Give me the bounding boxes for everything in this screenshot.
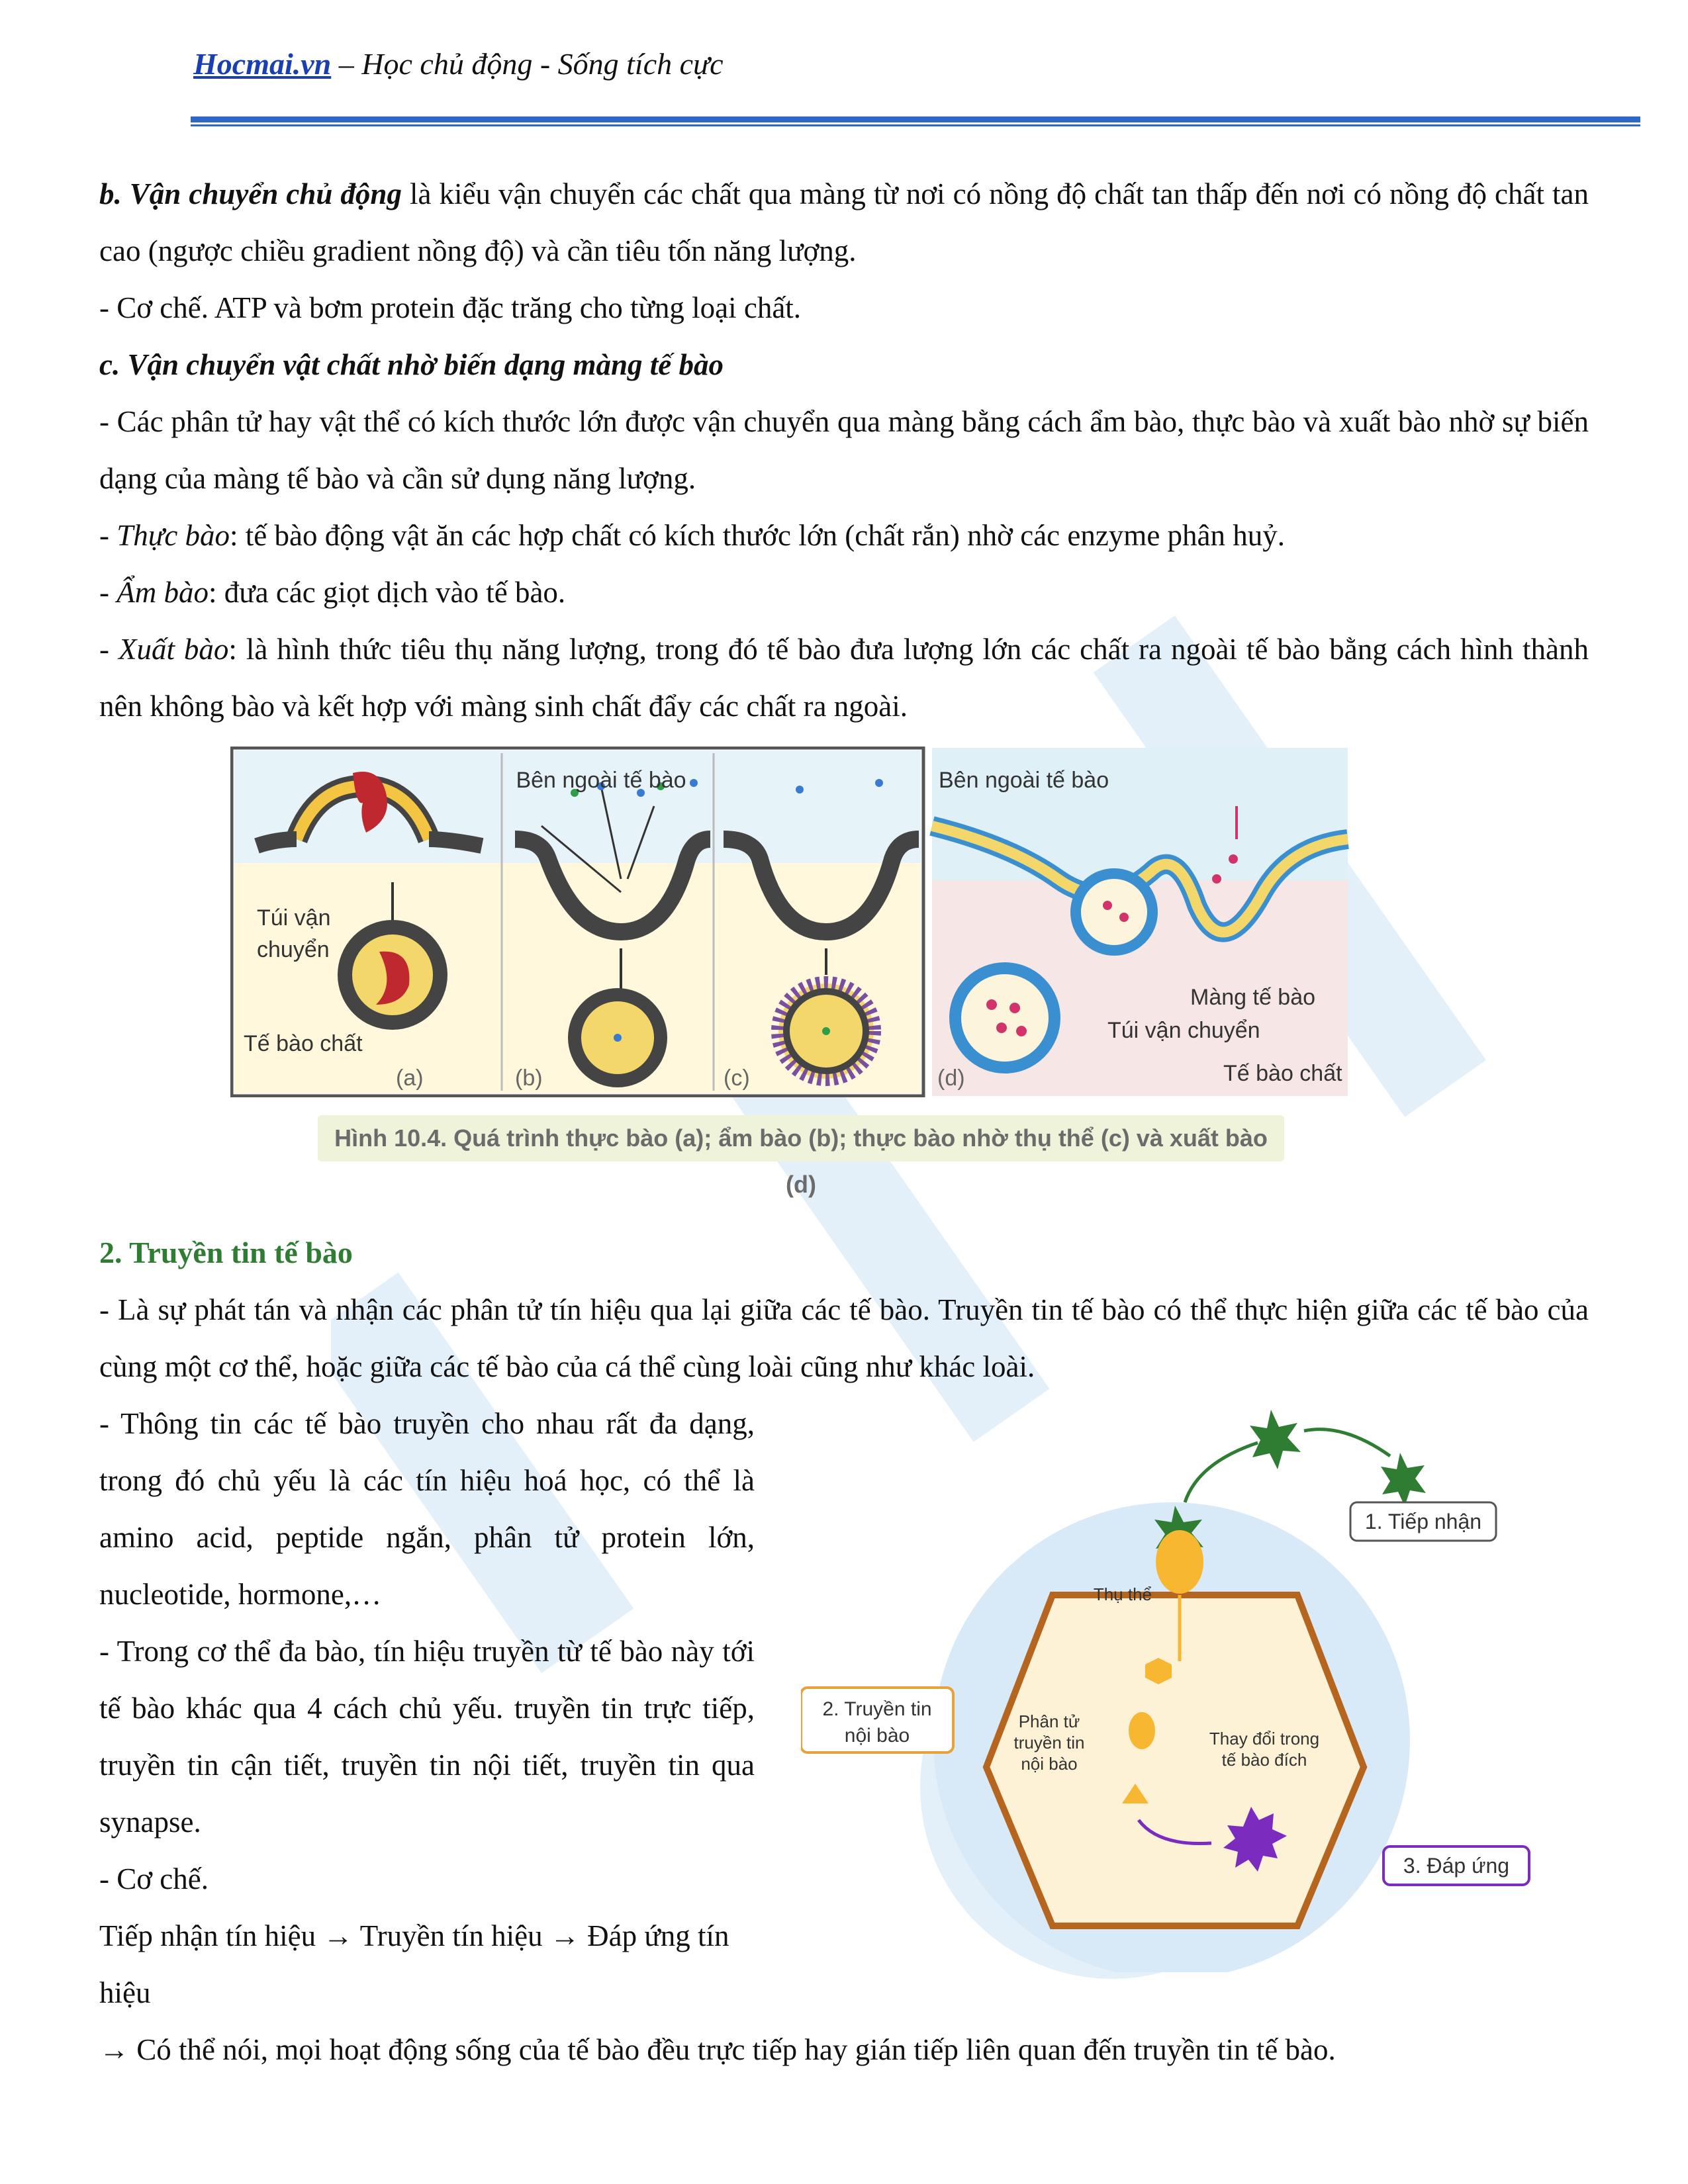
label-outside-d: Bên ngoài tế bào — [939, 768, 1109, 793]
ligand-star — [1381, 1453, 1426, 1506]
active-transport-definition: là kiểu vận chuyển các chất qua màng từ nơi có nồng độ chất tan thấp đến nơi có nồng độ chất tan cao (ngược chiều gradient nồng độ) và cần tiêu tốn năng lượng. — [99, 177, 1589, 267]
exocytosis-def: : là hình thức tiêu thụ năng lượng, trong đó tế bào đưa lượng lớn các chất ra ngoài tế bào bằng cách hình thành nên không bào và kết hợp với màng sinh chất đẩy các chất ra ngoài. — [99, 633, 1589, 723]
vesicle-d-fusing — [1076, 874, 1152, 950]
membrane-transport-heading: c. Vận chuyển vật chất nhờ biến dạng màng tế bào — [99, 348, 724, 381]
arrow-ligand — [1304, 1430, 1390, 1456]
relay-label-1: Phân tử — [1018, 1711, 1080, 1731]
phagocytosis-def: : tế bào động vật ăn các hợp chất có kích thước lớn (chất rắn) nhờ các enzyme phân huỷ. — [230, 519, 1286, 552]
label-tui-2: chuyển — [257, 937, 330, 962]
receptor-label: Thụ thể — [1093, 1584, 1152, 1604]
arrow-ligand — [1185, 1443, 1258, 1502]
signaling-conclusion: → Có thể nói, mọi hoạt động sống của tế bào đều trực tiếp hay gián tiếp liên quan đến truyền tin tế bào. — [99, 2033, 1336, 2066]
label-d: (d) — [937, 1066, 965, 1091]
header-rule-thin — [191, 124, 1640, 126]
figure-caption: Hình 10.4. Quá trình thực bào (a); ẩm bào (b); thực bào nhờ thụ thể (c) và xuất bào (d) — [318, 1115, 1284, 1161]
label-b: (b) — [515, 1066, 543, 1091]
vesicle-d — [955, 968, 1055, 1068]
pinocytosis-line: - Ẩm bào: đưa các giọt dịch vào tế bào. — [99, 576, 566, 609]
relay-molecule — [1129, 1712, 1155, 1749]
signaling-types: - Thông tin các tế bào truyền cho nhau rất đa dạng, trong đó chủ yếu là các tín hiệu hoá học, có thể là amino acid, peptide ngắn, phân tử protein lớn, nucleotide, hormone,… — [99, 1407, 755, 1611]
change-label-2: tế bào đích — [1221, 1750, 1307, 1770]
receptor — [1156, 1530, 1203, 1594]
exocytosis-line: - Xuất bào: là hình thức tiêu thụ năng lượng, trong đó tế bào đưa lượng lớn các chất ra ngoài tế bào bằng cách hình thành nên không bào và kết hợp với màng sinh chất đẩy các chất ra ngoài. — [99, 633, 1589, 723]
ligand-star — [1250, 1410, 1301, 1469]
label-outside-b: Bên ngoài tế bào — [516, 768, 686, 793]
signaling-definition: - Là sự phát tán và nhận các phân tử tín hiệu qua lại giữa các tế bào. Truyền tin tế bào có thể thực hiện giữa các tế bào của cùng một cơ thể, hoặc giữa các tế bào của cá thể cùng loài cũng như khác loài. — [99, 1293, 1589, 1383]
label-cytoplasm-d: Tế bào chất — [1223, 1061, 1342, 1086]
label-a: (a) — [396, 1066, 424, 1091]
label-vesicle: Túi vận chuyển — [1107, 1018, 1260, 1043]
pinocytosis-term: Ẩm bào — [117, 576, 209, 609]
label-cytoplasm-a: Tế bào chất — [244, 1031, 363, 1056]
active-transport-mechanism: - Cơ chế. ATP và bơm protein đặc trăng cho từng loại chất. — [99, 291, 802, 324]
change-label-1: Thay đổi trong — [1209, 1729, 1320, 1749]
relay-label-2: truyền tin — [1013, 1733, 1085, 1752]
mechanism-label: - Cơ chế. — [99, 1862, 209, 1895]
step1-label: 1. Tiếp nhận — [1364, 1510, 1482, 1533]
section-2-heading: 2. Truyền tin tế bào — [99, 1236, 353, 1269]
cell-signaling-diagram — [801, 1396, 1589, 1972]
step3-label: 3. Đáp ứng — [1403, 1854, 1510, 1878]
mechanism-steps: Tiếp nhận tín hiệu → Truyền tín hiệu → Đáp ứng tín hiệu — [99, 1919, 729, 2009]
active-transport-heading: b. Vận chuyển chủ động — [99, 177, 402, 210]
figure-10-4 — [230, 747, 1349, 1097]
relay-label-3: nội bào — [1021, 1754, 1078, 1774]
exocytosis-term: Xuất bào — [118, 633, 229, 666]
label-tui-1: Túi vận — [257, 905, 331, 931]
phagocytosis-line: - Thực bào: tế bào động vật ăn các hợp chất có kích thước lớn (chất rắn) nhờ các enzyme phân huỷ. — [99, 519, 1286, 552]
brand-link[interactable]: Hocmai.vn — [193, 47, 332, 81]
header-tagline: – Học chủ động - Sống tích cực — [331, 47, 724, 81]
signaling-routes: - Trong cơ thể đa bào, tín hiệu truyền từ tế bào này tới tế bào khác qua 4 cách chủ yếu. truyền tin trực tiếp, truyền tin cận tiết, truyền tin nội tiết, truyền tin qua synapse. — [99, 1635, 755, 1839]
phagocytosis-term: Thực bào — [117, 519, 230, 552]
pinocytosis-def: : đưa các giọt dịch vào tế bào. — [209, 576, 566, 609]
label-membrane: Màng tế bào — [1190, 985, 1316, 1010]
membrane-transport-intro: - Các phân tử hay vật thể có kích thước lớn được vận chuyển qua màng bằng cách ẩm bào, thực bào và xuất bào nhờ sự biến dạng của màng tế bào và cần sử dụng năng lượng. — [99, 405, 1589, 495]
step2-label-1: 2. Truyền tin — [822, 1698, 932, 1720]
page-header — [193, 46, 724, 81]
active-transport-paragraph — [99, 165, 1589, 279]
step2-label-2: nội bào — [844, 1725, 910, 1747]
header-rule — [191, 116, 1640, 122]
label-c: (c) — [724, 1066, 750, 1091]
